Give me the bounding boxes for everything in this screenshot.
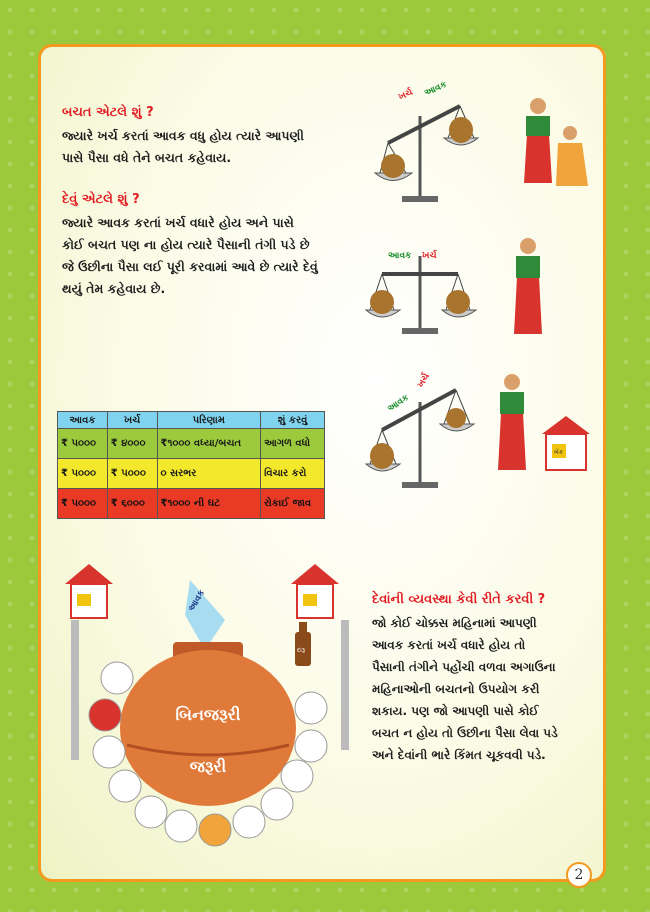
debt-management-line: પૈસાની તંગીને પહોંચી વળવા અગાઉના [372, 660, 556, 674]
debt-management-line: મહિનાઓની બચતનો ઉપયોગ કરી [372, 682, 540, 696]
unnecessary-label: બિનજરૂરી [175, 705, 241, 724]
debt-line: કોઈ બચત પણ ના હોય ત્યારે પૈસાની તંગી પડે છે [62, 237, 310, 252]
table-cell: ₹૧૦૦૦ વધ્યા/બચત [157, 429, 261, 459]
table-header-row [58, 412, 325, 429]
savings-line: જ્યારે ખર્ચ કરતાં આવક વધુ હોય ત્યારે આપણી [62, 128, 304, 143]
bank-house-icon [65, 564, 113, 618]
column-header: શું કરવું [261, 412, 325, 429]
table-cell: ₹ ૬૦૦૦ [107, 489, 157, 519]
balanced-scale-illustration [360, 238, 600, 348]
bank-house-icon [291, 564, 339, 618]
water-inflow-icon [185, 580, 225, 650]
bank-label: બેંક [554, 449, 564, 456]
savings-heading: બચત એટલે શું ? [62, 105, 154, 120]
table-cell: વિચાર કરો [261, 459, 325, 489]
balance-scale-icon [366, 256, 476, 334]
debt-management-line: જો કોઈ ચોક્કસ મહિનામાં આપણી [372, 616, 537, 630]
savings-text [62, 125, 304, 169]
income-tag: આવક [388, 251, 412, 261]
balance-scale-icon [366, 390, 474, 488]
savings-line: પાસે પૈસા વધે તેને બચત કહેવાય. [62, 150, 232, 165]
table-cell: ₹ ૫૦૦૦ [58, 489, 108, 519]
debt-management-line: અને દેવાંની ભારે કિંમત ચૂકવવી પડે. [372, 748, 546, 762]
debt-management-line: શકાય. પણ જો આપણી પાસે કોઈ [372, 704, 539, 718]
table-cell: રોકાઈ જાવ [261, 489, 325, 519]
debt-line: થયું તેમ કહેવાય છે. [62, 281, 166, 296]
debt-management-heading: દેવાંની વ્યવસ્થા કેવી રીતે કરવી ? [372, 592, 546, 607]
income-tag: આવક [423, 79, 449, 99]
debt-line: જે ઉછીના પૈસા લઈ પૂરી કરવામાં આવે છે ત્યારે દેવું [62, 259, 318, 274]
table-row [58, 459, 325, 489]
expense-tag: ખર્ચ [397, 87, 415, 103]
table-cell: આગળ વધો [261, 429, 325, 459]
expense-pot-illustration [55, 560, 375, 855]
debt-scale-illustration [360, 372, 600, 502]
table-cell: ₹ ૫૦૦૦ [58, 459, 108, 489]
table-cell: ૦ સરભર [157, 459, 261, 489]
debt-line: જ્યારે આવક કરતાં ખર્ચ વધારે હોય અને પાસે [62, 215, 294, 230]
column-header: પરિણામ [157, 412, 261, 429]
pot-icon [120, 642, 296, 806]
woman-with-man-figures [524, 98, 588, 186]
expense-tag: ખર્ચ [415, 371, 432, 390]
table-cell: ₹ ૫૦૦૦ [58, 429, 108, 459]
debt-management-line: બચત ન હોય તો ઉછીના પૈસા લેવા પડે [372, 726, 558, 740]
savings-scale-illustration [360, 79, 600, 208]
bank-house-icon [542, 416, 590, 470]
page-number: 2 [566, 862, 592, 888]
bottle-label: દારૂ [297, 647, 306, 654]
column-header: ખર્ચ [107, 412, 157, 429]
debt-management-line: આવક કરતાં ખર્ચ વધારે હોય તો [372, 638, 526, 652]
necessary-label: જરૂરી [189, 757, 227, 776]
debt-text [62, 212, 318, 300]
expense-tag: ખર્ચ [422, 251, 437, 261]
debt-heading: દેવું એટલે શું ? [62, 192, 140, 207]
liquor-bottle-icon [295, 622, 311, 666]
table-cell: ₹ ૫૦૦૦ [107, 459, 157, 489]
income-tag: આવક [385, 392, 411, 415]
table-cell: ₹ ૪૦૦૦ [107, 429, 157, 459]
inflow-label: આવક [186, 588, 208, 614]
woman-figure [498, 374, 526, 470]
table-row [58, 429, 325, 459]
table-cell: ₹૧૦૦૦ ની ઘટ [157, 489, 261, 519]
income-expense-table [57, 411, 325, 519]
column-header: આવક [58, 412, 108, 429]
woman-figure [514, 238, 542, 334]
debt-management-text [372, 612, 588, 766]
table-row [58, 489, 325, 519]
balance-scale-icon [375, 106, 478, 202]
